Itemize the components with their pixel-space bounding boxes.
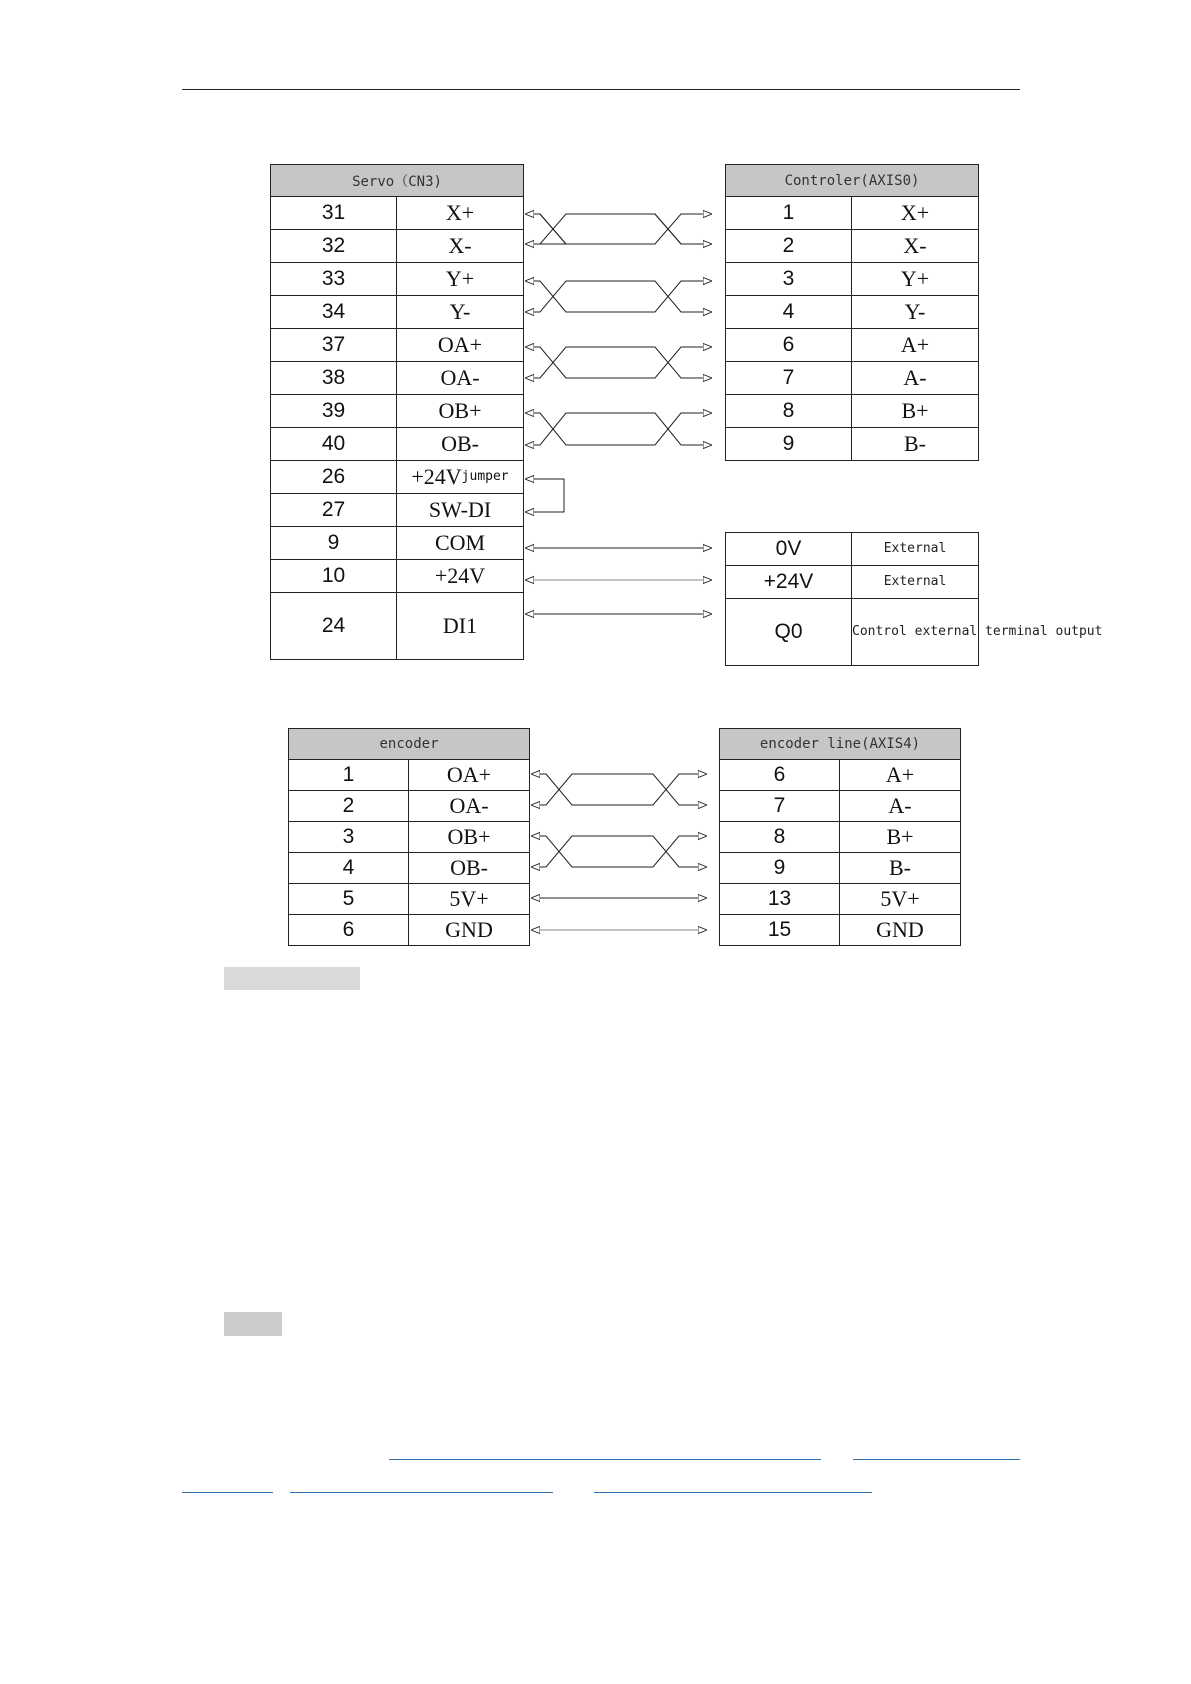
- controller-signal-name: B+: [852, 395, 979, 428]
- servo-pin-number: 9: [271, 527, 397, 560]
- servo-pin-number: 34: [271, 296, 397, 329]
- external-pin-label: 0V: [726, 533, 852, 566]
- encoder-pin-number: 1: [289, 760, 409, 791]
- external-pin-label: Q0: [726, 599, 852, 666]
- encoder-table-title: encoder: [289, 729, 530, 760]
- encoder-twisted-pair-a: [531, 774, 707, 805]
- controller-signal-name: Y-: [852, 296, 979, 329]
- hyperlink-underline[interactable]: [594, 1492, 872, 1493]
- controller-pin-number: 8: [726, 395, 852, 428]
- controller-table-title: Controler(AXIS0): [726, 165, 979, 197]
- encoder-twisted-pair-b: [531, 836, 707, 867]
- servo-pin-number: 10: [271, 560, 397, 593]
- controller-signal-name: A+: [852, 329, 979, 362]
- jumper-label: jumper: [461, 469, 509, 484]
- encoder-pin-number: 2: [289, 791, 409, 822]
- servo-pin-number: 40: [271, 428, 397, 461]
- controller-signal-name: X-: [852, 230, 979, 263]
- servo-table-title: Servo（CN3): [271, 165, 524, 197]
- encoder-line-pin-number: 8: [720, 822, 840, 853]
- controller-pin-number: 6: [726, 329, 852, 362]
- servo-signal-name: X-: [397, 230, 524, 263]
- servo-pin-number: 24: [271, 593, 397, 660]
- controller-signal-name: X+: [852, 197, 979, 230]
- encoder-signal-name: OA+: [409, 760, 530, 791]
- controller-signal-name: A-: [852, 362, 979, 395]
- servo-signal-name: COM: [397, 527, 524, 560]
- encoder-line-signal-name: A-: [840, 791, 961, 822]
- hyperlink-underline[interactable]: [389, 1459, 821, 1460]
- servo-pin-number: 37: [271, 329, 397, 362]
- redacted-caption: [224, 967, 360, 990]
- redacted-heading: [224, 1312, 282, 1336]
- encoder-line-pin-number: 7: [720, 791, 840, 822]
- controller-pin-number: 4: [726, 296, 852, 329]
- servo-pin-number: 38: [271, 362, 397, 395]
- encoder-line-pin-number: 13: [720, 884, 840, 915]
- servo-signal-name: OB-: [397, 428, 524, 461]
- encoder-line-signal-name: 5V+: [840, 884, 961, 915]
- external-description: External: [852, 566, 979, 599]
- external-description: External: [852, 533, 979, 566]
- external-pin-label: +24V: [726, 566, 852, 599]
- encoder-line-signal-name: B+: [840, 822, 961, 853]
- servo-signal-name: X+: [397, 197, 524, 230]
- encoder-pin-number: 6: [289, 915, 409, 946]
- controller-pin-number: 2: [726, 230, 852, 263]
- servo-pin-number: 26: [271, 461, 397, 494]
- controller-pin-number: 1: [726, 197, 852, 230]
- encoder-line-table-title: encoder line(AXIS4): [720, 729, 961, 760]
- servo-signal-text: +24V: [411, 464, 462, 489]
- hyperlink-underline[interactable]: [290, 1492, 553, 1493]
- encoder-line-pin-number: 15: [720, 915, 840, 946]
- controller-pin-number: 9: [726, 428, 852, 461]
- servo-signal-name: Y-: [397, 296, 524, 329]
- servo-signal-name: OA+: [397, 329, 524, 362]
- encoder-line-signal-name: GND: [840, 915, 961, 946]
- jumper-loop: [525, 479, 564, 512]
- hyperlink-underline[interactable]: [853, 1459, 1020, 1460]
- external-description: Control external terminal output: [852, 599, 979, 666]
- encoder-signal-name: GND: [409, 915, 530, 946]
- servo-pin-number: 31: [271, 197, 397, 230]
- twisted-pair-y: [525, 281, 712, 312]
- controller-signal-name: B-: [852, 428, 979, 461]
- servo-signal-name: SW-DI: [397, 494, 524, 527]
- twisted-pair-b: [525, 413, 712, 445]
- servo-pin-number: 39: [271, 395, 397, 428]
- encoder-pin-number: 3: [289, 822, 409, 853]
- servo-signal-name: OA-: [397, 362, 524, 395]
- servo-pin-number: 27: [271, 494, 397, 527]
- twisted-pair-x: [525, 214, 712, 244]
- encoder-line-signal-name: A+: [840, 760, 961, 791]
- encoder-line-signal-name: B-: [840, 853, 961, 884]
- servo-pin-number: 33: [271, 263, 397, 296]
- encoder-signal-name: OA-: [409, 791, 530, 822]
- controller-pin-number: 7: [726, 362, 852, 395]
- encoder-line-pin-number: 9: [720, 853, 840, 884]
- servo-pin-number: 32: [271, 230, 397, 263]
- servo-signal-name: DI1: [397, 593, 524, 660]
- servo-signal-name: +24V: [397, 560, 524, 593]
- encoder-line-pin-number: 6: [720, 760, 840, 791]
- encoder-pin-number: 5: [289, 884, 409, 915]
- encoder-signal-name: 5V+: [409, 884, 530, 915]
- encoder-signal-name: OB+: [409, 822, 530, 853]
- servo-signal-name: OB+: [397, 395, 524, 428]
- encoder-signal-name: OB-: [409, 853, 530, 884]
- controller-signal-name: Y+: [852, 263, 979, 296]
- servo-signal-name: Y+: [397, 263, 524, 296]
- encoder-pin-number: 4: [289, 853, 409, 884]
- twisted-pair-a: [525, 347, 712, 378]
- hyperlink-underline[interactable]: [182, 1492, 273, 1493]
- controller-pin-number: 3: [726, 263, 852, 296]
